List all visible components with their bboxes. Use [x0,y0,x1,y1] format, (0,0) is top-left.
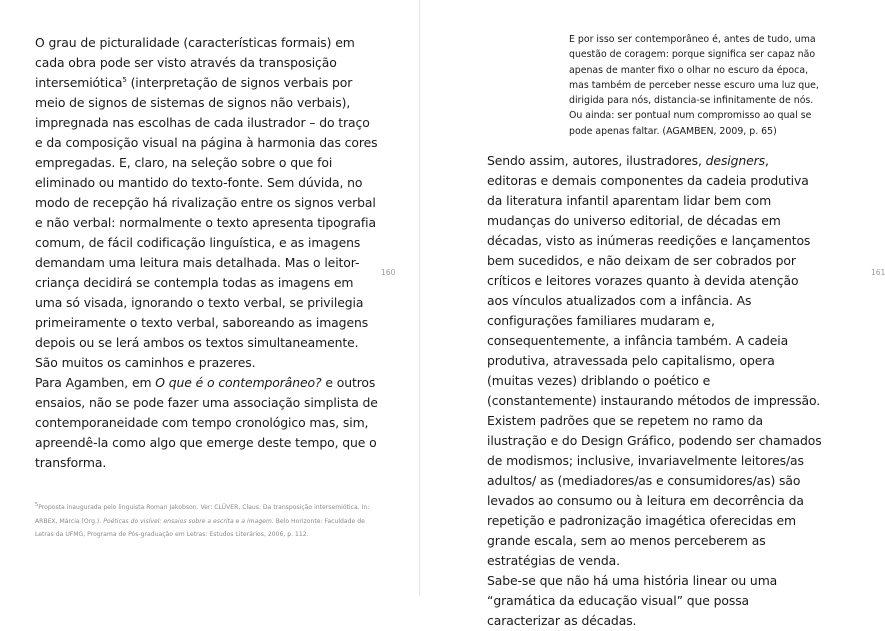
left-p2-intro: Para Agamben, em [35,375,152,390]
footnote-title-italic: Poéticas do visível: ensaios sobre a escrita e a imagem. [103,517,274,525]
left-paragraph-2 [35,373,380,473]
right-page [420,0,885,628]
footnote-text-after: Belo Horizonte: Faculdade de Letras da UFMG, Programa de Pós-graduação em Letras: Estudos Literários, 2006, p. 112. [35,517,365,539]
left-p1-text-after: (interpretação de signos verbais por meio de signos de sistemas de signos não verbais), impregnada nas escolhas de cada ilustrador – do traço e da composição visual na página à harmonia das cores empregadas. E, claro, na seleção sobre o que foi eliminado ou mantido do texto-fonte. Sem dúvida, no modo de recepção há rivalização entre os signos verbal e não verbal: normalmente o texto apresenta tipografia comum, de fácil codificação linguística, e as imagens demandam uma leitura mais detalhada. Mas o leitor-criança decidirá se contempla todas as imagens em uma só visada, ignorando o texto verbal, se privilegia primeiramente o texto verbal, saboreando as imagens depois ou se lerá ambos os textos simultaneamente. São muitos os caminhos e prazeres. [35,75,378,370]
right-p1-intro: Sendo assim, autores, ilustradores, [487,153,702,168]
page-number-left: 160 [381,268,396,277]
left-p1-text: O grau de picturalidade (características formais) em cada obra pode ser visto através da transposição intersemiótica [35,35,355,90]
book-title-italic: O que é o contemporâneo? [155,375,322,390]
right-p1-rest: , editoras e demais componentes da cadeia produtiva da literatura infantil aparentam lidar bem com mudanças do universo editorial, de décadas em décadas, visto as inúmeras reedições e lançamentos bem sucedidos, e não deixam de ser cobrados por críticos e leitores vorazes quanto à devida atenção aos vínculos atualizados com a infância. As configurações familiares mudaram e, consequentemente, a infância também. A cadeia produtiva, atravessada pelo capitalismo, opera (muitas vezes) driblando o poético e (constantemente) instaurando métodos de impressão. Existem padrões que se repetem no ramo da ilustração e do Design Gráfico, podendo ser chamados de modismos; inclusive, invariavelmente leitores/as adultos/ as (mediadores/as e consumidores/as) são levados ao consumo ou à leitura em decorrência da repetição e padronização imagética oferecidas em grande escala, sem ao menos perceberem as estratégias de venda. [487,153,822,568]
footnote-reference-5[interactable]: 5 [122,75,127,84]
designers-italic: designers [705,153,766,168]
page-number-right: 161 [871,268,885,277]
left-p2-rest: e outros ensaios, não se pode fazer uma associação simplista de contemporaneidade com tempo cronológico mas, sim, apreendê-la como algo que emerge deste tempo, que o transforma. [35,375,378,470]
right-p1-continuation: Sabe-se que não há uma história linear ou uma “gramática da educação visual” que possa caracterizar as décadas. [487,573,778,628]
footnote [35,501,370,542]
footnote-text-before: Proposta inaugurada pelo linguista Roman Jakobson. Ver: CLÜVER, Claus. Da transposição intersemiótica. In: ARBEX, Márcia (Org.). [35,504,370,525]
block-quote: E por isso ser contemporâneo é, antes de tudo, uma questão de coragem: porque significa ser capaz não apenas de manter fixo o olhar no escuro da época, mas também de perceber nesse escuro uma luz que, dirigida para nós, distancia-se infinitamente de nós. Ou ainda: ser pontual num compromisso ao qual se pode apenas faltar. (AGAMBEN, 2009, p. 65) [569,34,819,137]
left-paragraph-1 [35,33,380,373]
right-paragraph-1 [487,151,822,631]
footnote-number: 5 [35,501,39,508]
left-page [0,0,419,596]
